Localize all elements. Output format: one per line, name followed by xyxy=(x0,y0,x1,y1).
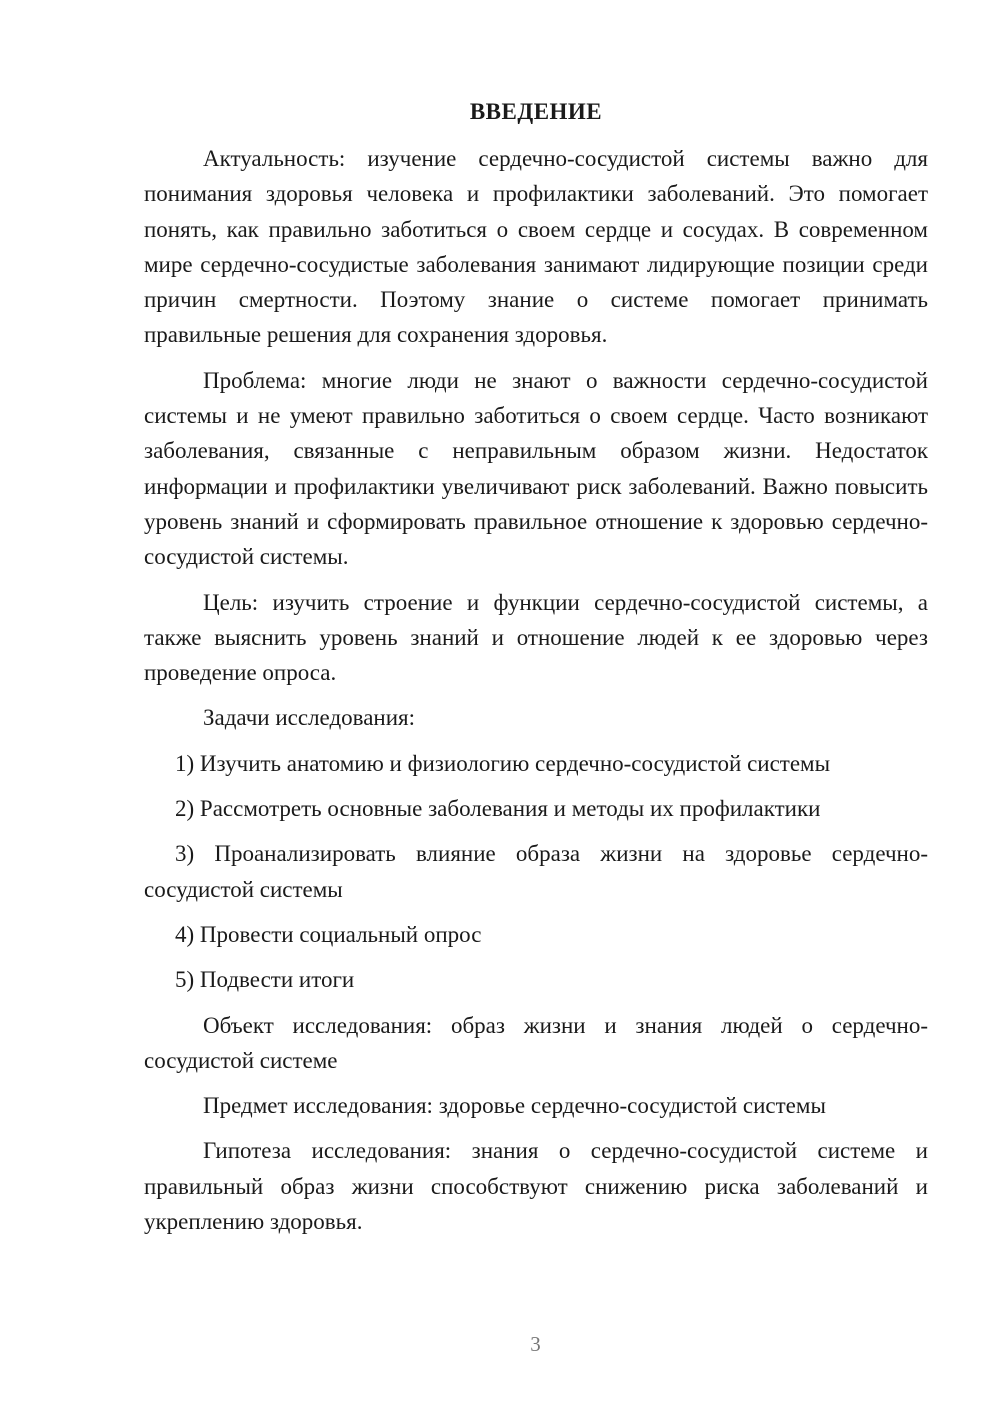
problem-paragraph: Проблема: многие люди не знают о важности сердечно-сосудистой системы и не умеют правильно заботиться о своем сердце. Часто возникают заболевания, связанные с неправильным образом жизни. Недостаток информации и профилактики увеличивают риск заболеваний. Важно повысить уровень знаний и сформировать правильное отношение к здоровью сердечно-сосудистой системы. xyxy=(144,367,928,570)
page-title: ВВЕДЕНИЕ xyxy=(469,99,603,124)
relevance-paragraph: Актуальность: изучение сердечно-сосудистой системы важно для понимания здоровья человека и профилактики заболеваний. Это помогает понять, как правильно заботиться о своем сердце и сосудах. В современном мире сердечно-сосудистые заболевания занимают лидирующие позиции среди причин смертности. Поэтому знание о системе помогает принимать правильные решения для сохранения здоровья. xyxy=(144,146,928,348)
page-number: 3 xyxy=(530,1332,541,1356)
subject-paragraph: Предмет исследования: здоровье сердечно-сосудистой системы xyxy=(203,1093,826,1119)
goal-paragraph: Цель: изучить строение и функции сердечно-сосудистой системы, а также выяснить уровень знаний и отношение людей к ее здоровью через проведение опроса. xyxy=(144,589,928,686)
document-page xyxy=(144,94,928,1239)
task-item-4: 4) Провести социальный опрос xyxy=(175,921,482,947)
task-item-5: 5) Подвести итоги xyxy=(175,967,355,993)
task-item-1: 1) Изучить анатомию и физиологию сердечно-сосудистой системы xyxy=(175,750,831,776)
object-paragraph: Объект исследования: образ жизни и знания людей о сердечно-сосудистой системе xyxy=(144,1012,928,1073)
task-item-2: 2) Рассмотреть основные заболевания и методы их профилактики xyxy=(175,796,821,822)
task-item-3: 3) Проанализировать влияние образа жизни на здоровье сердечно-сосудистой системы xyxy=(144,841,928,902)
tasks-heading: Задачи исследования: xyxy=(203,705,416,731)
hypothesis-paragraph: Гипотеза исследования: знания о сердечно-сосудистой системе и правильный образ жизни способствуют снижению риска заболеваний и укреплению здоровья. xyxy=(144,1138,928,1235)
